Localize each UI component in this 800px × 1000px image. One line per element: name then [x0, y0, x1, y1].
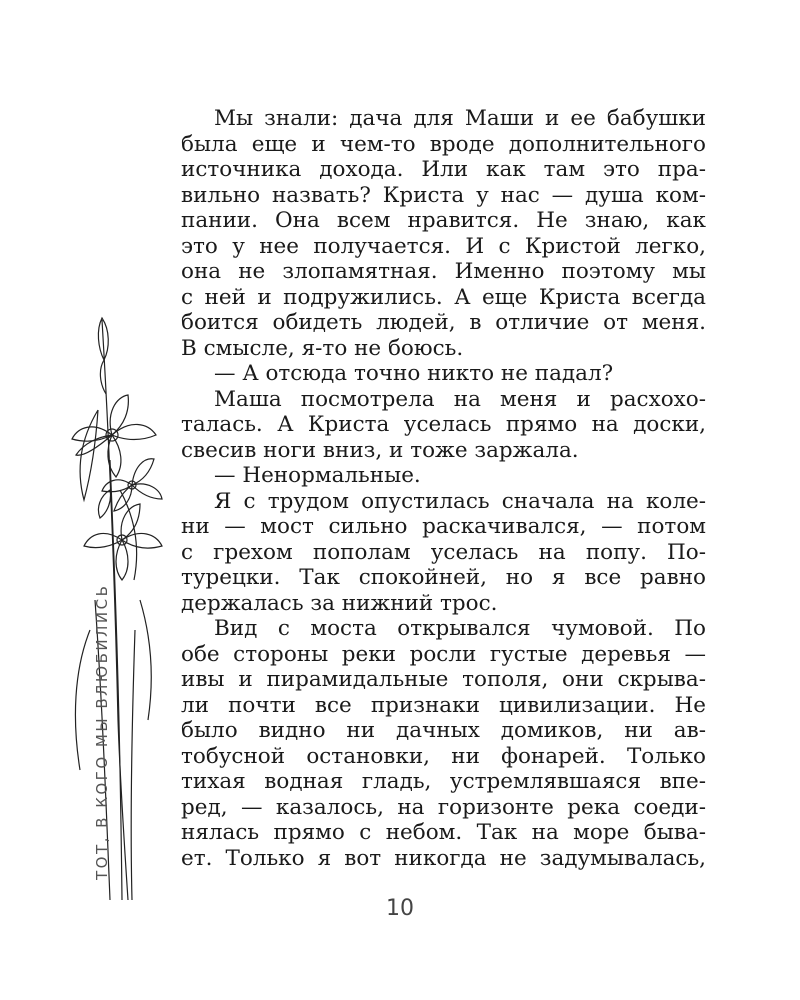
text-line: с грехом пополам уселась на попу. По-	[181, 539, 706, 565]
text-line: ни — мост сильно раскачивался, — потом	[181, 514, 706, 539]
text-line: Я с трудом опустилась сначала на коле-	[214, 488, 706, 514]
text-line: она не злопамятная. Именно поэтому мы	[181, 259, 706, 284]
text-line: ет. Только я вот никогда не задумывалась,	[181, 845, 706, 871]
text-line: турецки. Так спокойней, но я все равно	[181, 565, 706, 590]
text-line: Маша посмотрела на меня и расхохо-	[214, 386, 706, 412]
text-line: было видно ни дачных домиков, ни ав-	[181, 718, 706, 743]
text-line: это у нее получается. И с Кристой легко,	[181, 233, 706, 259]
side-caption: ТОТ, В КОГО МЫ ВЛЮБИЛИСЬ	[93, 583, 111, 880]
text-line: была еще и чем-то вроде дополнительного	[181, 131, 706, 157]
text-line: свесив ноги вниз, и тоже заржала.	[181, 437, 579, 463]
text-line: обе стороны реки росли густые деревья —	[181, 641, 706, 667]
text-line: пании. Она всем нравится. Не знаю, как	[181, 208, 706, 233]
text-line: тобусной остановки, ни фонарей. Только	[181, 743, 706, 769]
text-line: Вид с моста открывался чумовой. По	[214, 616, 706, 641]
text-line: тихая водная гладь, устремлявшаяся впе-	[181, 769, 706, 794]
text-line: с ней и подружились. А еще Криста всегда	[181, 284, 706, 310]
text-line: — А отсюда точно никто не падал?	[214, 361, 614, 386]
text-line: ивы и пирамидальные тополя, они скрыва-	[181, 667, 706, 692]
text-line: талась. А Криста уселась прямо на доски,	[181, 412, 706, 437]
text-line: В смысле, я-то не боюсь.	[181, 335, 464, 361]
page-number: 10	[386, 896, 414, 921]
text-line: источника дохода. Или как там это пра-	[181, 157, 706, 182]
text-line: вильно назвать? Криста у нас — душа ком-	[181, 182, 706, 208]
body-text	[181, 106, 706, 871]
text-line: нялась прямо с небом. Так на море быва-	[181, 820, 706, 845]
text-line: Мы знали: дача для Маши и ее бабушки	[214, 106, 706, 131]
text-line: ли почти все признаки цивилизации. Не	[181, 692, 706, 718]
text-line: — Ненормальные.	[214, 463, 421, 488]
text-line: ред, — казалось, на горизонте река соеди-	[181, 794, 706, 820]
text-line: держалась за нижний трос.	[181, 590, 498, 616]
text-line: боится обидеть людей, в отличие от меня.	[181, 310, 706, 335]
